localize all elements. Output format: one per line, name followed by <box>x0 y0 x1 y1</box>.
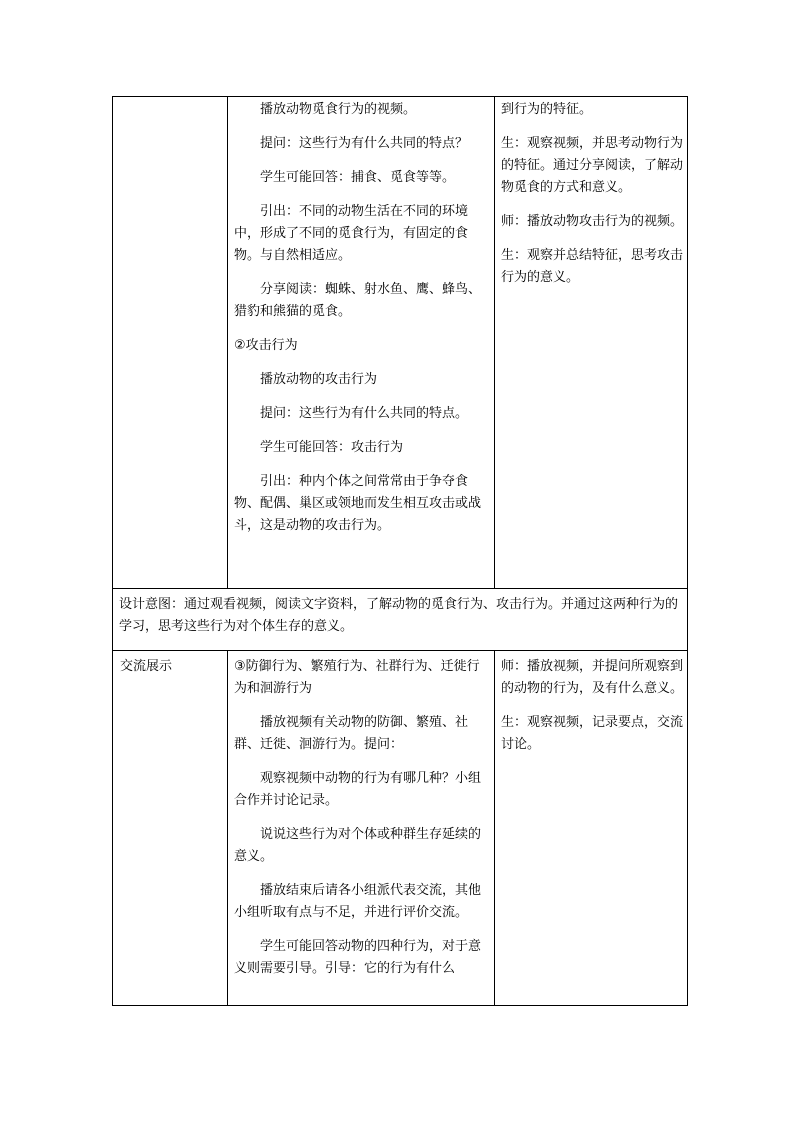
student-paragraph: 到行为的特征。 <box>501 102 593 117</box>
activity-paragraph: 播放动物的攻击行为 <box>260 372 378 387</box>
column-divider <box>227 96 228 588</box>
student-paragraph: 生：观察并总结特征，思考攻击行为的意义。 <box>501 248 684 285</box>
student-paragraph: 师：播放视频，并提问所观察到的动物的行为，及有什么意义。 <box>501 659 684 696</box>
activity-paragraph: 播放视频有关动物的防御、繁殖、社群、迁徙、洄游行为。提问： <box>234 715 469 752</box>
section2-activity-cell <box>234 656 490 992</box>
row-divider <box>112 650 688 651</box>
section2-student-cell <box>501 656 684 768</box>
activity-paragraph: ②攻击行为 <box>234 338 298 353</box>
column-divider <box>494 650 495 1006</box>
section1-activity-cell <box>234 99 490 549</box>
activity-paragraph: 学生可能回答动物的四种行为，对于意义则需要引导。引导：它的行为有什么 <box>234 939 482 976</box>
student-paragraph: 生：观察视频，记录要点，交流讨论。 <box>501 715 684 752</box>
design-intent-text: 设计意图：通过观看视频，阅读文字资料，了解动物的觅食行为、攻击行为。并通过这两种行为的学习，思考这些行为对个体生存的意义。 <box>119 597 679 634</box>
activity-paragraph: 学生可能回答：攻击行为 <box>260 440 404 455</box>
activity-paragraph: 提问：这些行为有什么共同的特点？ <box>260 136 469 151</box>
activity-paragraph: 引出：不同的动物生活在不同的环境中，形成了不同的觅食行为，有固定的食物。与自然相适应。 <box>234 204 469 263</box>
activity-paragraph: 观察视频中动物的行为有哪几种？小组合作并讨论记录。 <box>234 771 482 808</box>
student-paragraph: 师：播放动物攻击行为的视频。 <box>501 214 684 229</box>
activity-paragraph: 提问：这些行为有什么共同的特点。 <box>260 406 469 421</box>
activity-paragraph: 学生可能回答：捕食、觅食等等。 <box>260 170 456 185</box>
column-divider <box>494 96 495 588</box>
section1-student-cell <box>501 99 684 301</box>
activity-paragraph: 说说这些行为对个体或种群生存延续的意义。 <box>234 827 482 864</box>
activity-paragraph: ③防御行为、繁殖行为、社群行为、迁徙行为和洄游行为 <box>234 659 480 696</box>
row-divider <box>112 588 688 589</box>
column-divider <box>227 650 228 1006</box>
activity-paragraph: 引出：种内个体之间常常由于争夺食物、配偶、巢区或领地而发生相互攻击或战斗，这是动物的攻击行为。 <box>234 474 482 533</box>
activity-paragraph: 播放动物觅食行为的视频。 <box>260 102 417 117</box>
activity-paragraph: 分享阅读：蜘蛛、射水鱼、鹰、蜂鸟、猎豹和熊猫的觅食。 <box>234 282 482 319</box>
activity-paragraph: 播放结束后请各小组派代表交流，其他小组听取有点与不足，并进行评价交流。 <box>234 883 482 920</box>
student-paragraph: 生：观察视频，并思考动物行为的特征。通过分享阅读，了解动物觅食的方式和意义。 <box>501 136 684 195</box>
section2-stage-label: 交流展示 <box>120 659 173 674</box>
